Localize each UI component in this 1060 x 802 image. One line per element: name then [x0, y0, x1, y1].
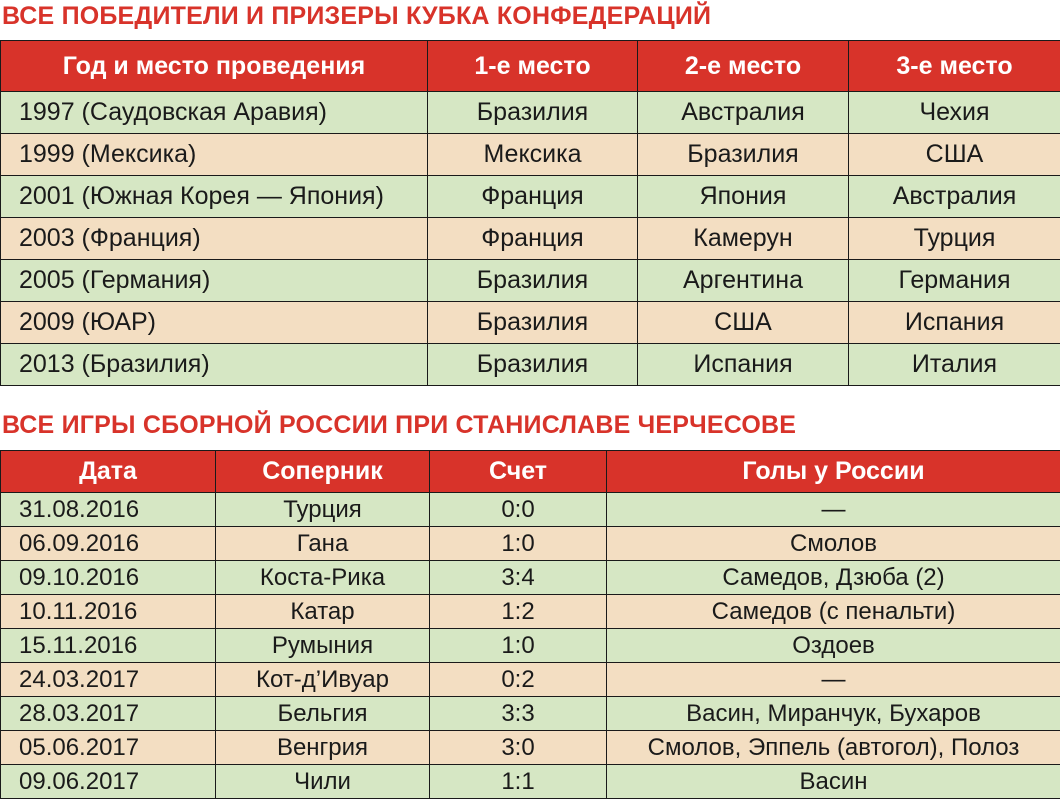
cell-date: 15.11.2016 [1, 629, 216, 663]
cell-goals: Оздоев [607, 629, 1060, 663]
cell-date: 06.09.2016 [1, 527, 216, 561]
cell-opponent: Кот-д’Ивуар [216, 663, 430, 697]
header-date: Дата [1, 451, 216, 493]
table-header-row [1, 451, 1060, 493]
cell-goals: — [607, 493, 1060, 527]
table-row [1, 663, 1060, 697]
cell-third-place: США [849, 134, 1060, 176]
table-row [1, 527, 1060, 561]
cell-opponent: Румыния [216, 629, 430, 663]
cell-second-place: Австралия [638, 92, 849, 134]
cell-date: 24.03.2017 [1, 663, 216, 697]
cell-third-place: Австралия [849, 176, 1060, 218]
cell-opponent: Турция [216, 493, 430, 527]
cell-first-place: Франция [428, 218, 638, 260]
table-row [1, 344, 1060, 386]
cell-date: 31.08.2016 [1, 493, 216, 527]
confed-cup-title: ВСЕ ПОБЕДИТЕЛИ И ПРИЗЕРЫ КУБКА КОНФЕДЕРАЦИЙ [2, 2, 712, 30]
cell-goals: Смолов [607, 527, 1060, 561]
table-row [1, 92, 1060, 134]
cell-score: 0:2 [430, 663, 607, 697]
cell-second-place: Камерун [638, 218, 849, 260]
cell-first-place: Франция [428, 176, 638, 218]
cell-third-place: Турция [849, 218, 1060, 260]
cell-second-place: Япония [638, 176, 849, 218]
russia-games-title: ВСЕ ИГРЫ СБОРНОЙ РОССИИ ПРИ СТАНИСЛАВЕ ЧЕРЧЕСОВЕ [2, 411, 797, 439]
cell-opponent: Гана [216, 527, 430, 561]
cell-second-place: Испания [638, 344, 849, 386]
cell-opponent: Катар [216, 595, 430, 629]
cell-score: 3:3 [430, 697, 607, 731]
cell-second-place: Аргентина [638, 260, 849, 302]
cell-first-place: Бразилия [428, 92, 638, 134]
cell-year-host: 2005 (Германия) [1, 260, 428, 302]
cell-goals: Смолов, Эппель (автогол), Полоз [607, 731, 1060, 765]
cell-date: 28.03.2017 [1, 697, 216, 731]
table-row [1, 134, 1060, 176]
header-third-place: 3-е место [849, 41, 1060, 92]
cell-goals: Самедов, Дзюба (2) [607, 561, 1060, 595]
cell-year-host: 2003 (Франция) [1, 218, 428, 260]
cell-opponent: Бельгия [216, 697, 430, 731]
table-row [1, 302, 1060, 344]
cell-goals: Васин, Миранчук, Бухаров [607, 697, 1060, 731]
cell-first-place: Бразилия [428, 302, 638, 344]
header-score: Счет [430, 451, 607, 493]
russia-games-table [0, 450, 1060, 799]
table-header-row [1, 41, 1060, 92]
cell-score: 3:4 [430, 561, 607, 595]
table-row [1, 561, 1060, 595]
table-row [1, 731, 1060, 765]
header-first-place: 1-е место [428, 41, 638, 92]
table-row [1, 697, 1060, 731]
cell-first-place: Бразилия [428, 260, 638, 302]
table-row [1, 260, 1060, 302]
cell-second-place: США [638, 302, 849, 344]
cell-date: 10.11.2016 [1, 595, 216, 629]
cell-opponent: Коста-Рика [216, 561, 430, 595]
table-row [1, 493, 1060, 527]
cell-third-place: Чехия [849, 92, 1060, 134]
table-row [1, 218, 1060, 260]
cell-opponent: Чили [216, 765, 430, 799]
header-host: Год и место проведения [1, 41, 428, 92]
cell-goals: Васин [607, 765, 1060, 799]
table-row [1, 765, 1060, 799]
cell-third-place: Испания [849, 302, 1060, 344]
cell-first-place: Бразилия [428, 344, 638, 386]
table-row [1, 629, 1060, 663]
cell-score: 1:1 [430, 765, 607, 799]
cell-date: 09.10.2016 [1, 561, 216, 595]
confed-cup-table [0, 40, 1060, 386]
table-row [1, 595, 1060, 629]
cell-score: 3:0 [430, 731, 607, 765]
table-row [1, 176, 1060, 218]
header-russia-goals: Голы у России [607, 451, 1060, 493]
header-second-place: 2-е место [638, 41, 849, 92]
cell-score: 1:2 [430, 595, 607, 629]
cell-goals: Самедов (с пенальти) [607, 595, 1060, 629]
cell-score: 1:0 [430, 527, 607, 561]
cell-second-place: Бразилия [638, 134, 849, 176]
cell-year-host: 2001 (Южная Корея — Япония) [1, 176, 428, 218]
cell-score: 0:0 [430, 493, 607, 527]
cell-first-place: Мексика [428, 134, 638, 176]
cell-score: 1:0 [430, 629, 607, 663]
header-opponent: Соперник [216, 451, 430, 493]
cell-third-place: Германия [849, 260, 1060, 302]
cell-opponent: Венгрия [216, 731, 430, 765]
cell-year-host: 1999 (Мексика) [1, 134, 428, 176]
cell-date: 05.06.2017 [1, 731, 216, 765]
cell-date: 09.06.2017 [1, 765, 216, 799]
cell-goals: — [607, 663, 1060, 697]
cell-third-place: Италия [849, 344, 1060, 386]
cell-year-host: 1997 (Саудовская Аравия) [1, 92, 428, 134]
cell-year-host: 2013 (Бразилия) [1, 344, 428, 386]
cell-year-host: 2009 (ЮАР) [1, 302, 428, 344]
